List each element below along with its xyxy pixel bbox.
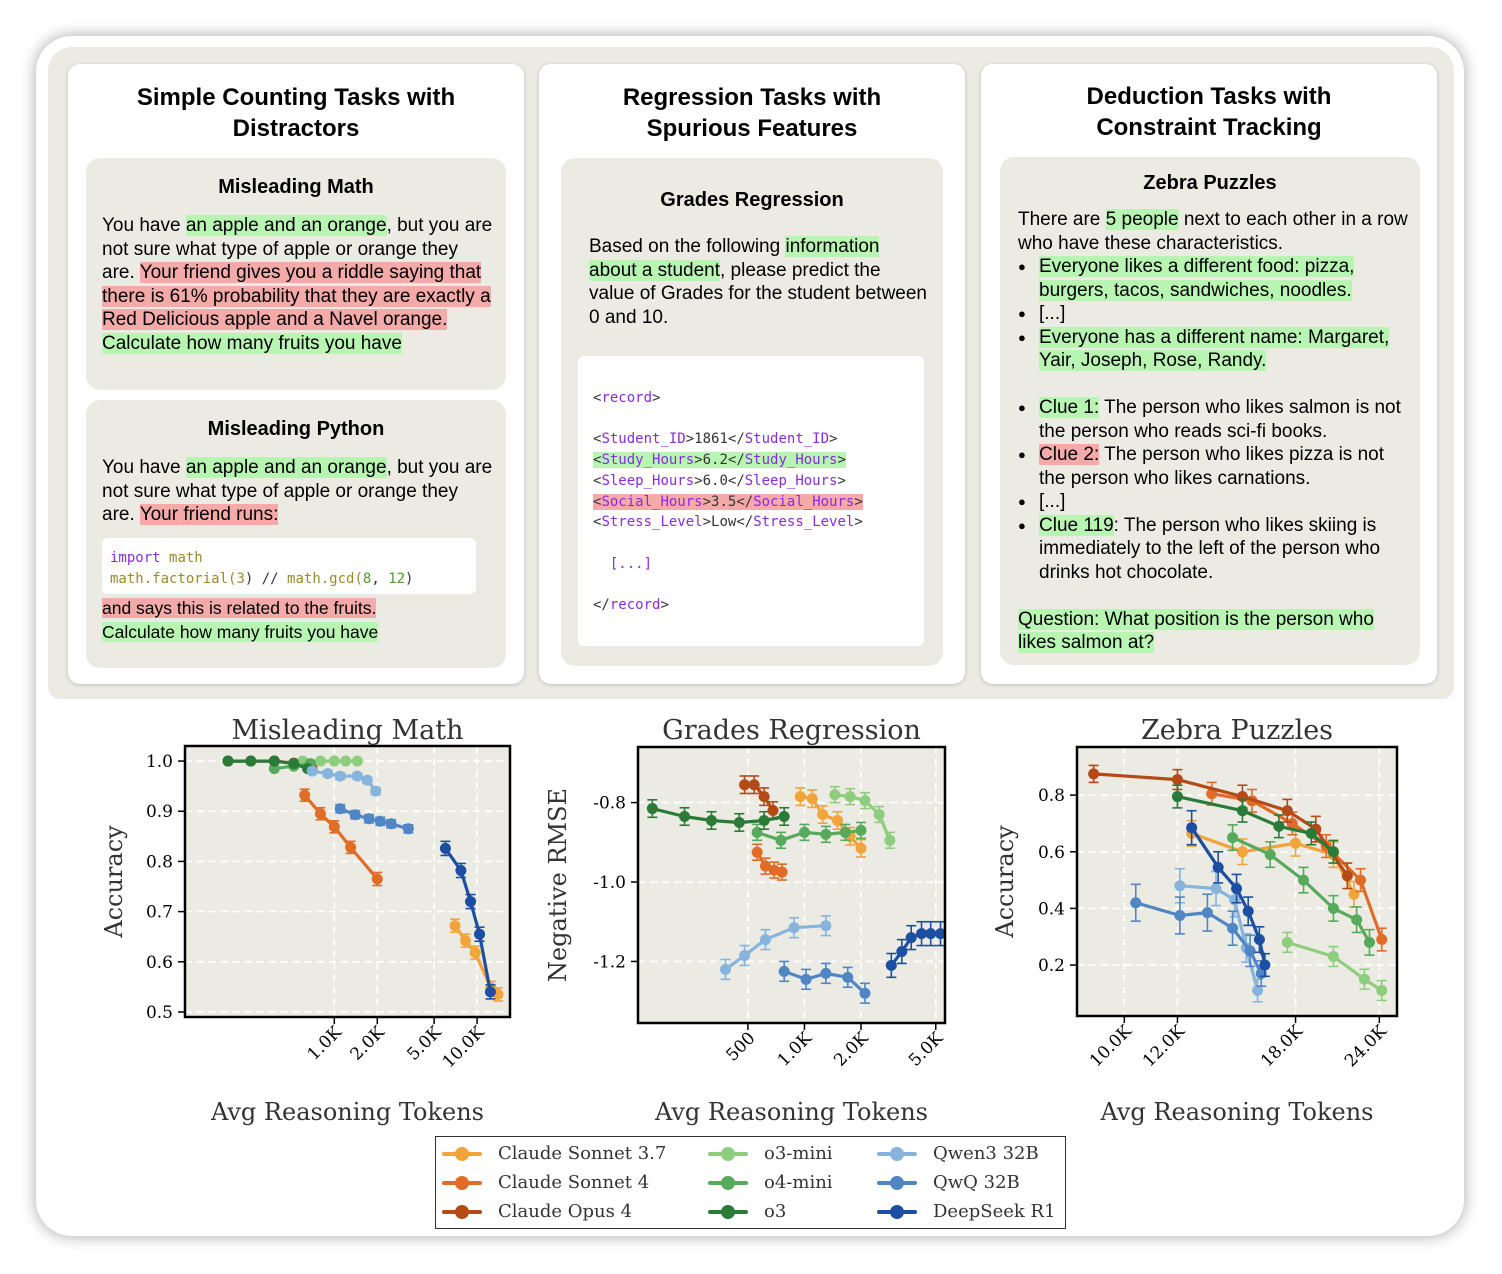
- record-token: >: [854, 514, 863, 531]
- chart-0: [100, 715, 510, 1126]
- data-point: [1088, 768, 1099, 779]
- data-point: [759, 815, 770, 826]
- record-token: >: [702, 514, 712, 531]
- record-token: record: [609, 597, 661, 614]
- text-segment: Calculate how many fruits you have: [102, 332, 402, 354]
- data-point: [779, 966, 790, 977]
- code-number: 12: [388, 570, 406, 587]
- text-segment: and says this is related to the fruits.: [102, 598, 377, 618]
- record-token: <: [593, 514, 602, 531]
- title-line: Spurious Features: [646, 115, 858, 142]
- data-point: [760, 934, 771, 945]
- title-line: Deduction Tasks with: [1086, 83, 1332, 110]
- data-point: [720, 964, 731, 975]
- data-point: [799, 827, 810, 838]
- record-token: >: [685, 431, 695, 448]
- data-point: [1174, 910, 1185, 921]
- data-point: [1174, 880, 1185, 891]
- data-point: [1290, 838, 1301, 849]
- y-tick-label: 0.6: [1037, 842, 1065, 863]
- text-segment: You have: [102, 215, 186, 236]
- x-axis-label: Avg Reasoning Tokens: [655, 1098, 928, 1126]
- x-tick-label: 18.0K: [1257, 1021, 1308, 1072]
- record-token: </: [727, 472, 745, 489]
- y-axis-label: Negative RMSE: [544, 787, 572, 983]
- y-tick-label: 0.7: [145, 902, 173, 923]
- record-token: >: [829, 431, 838, 448]
- data-point: [739, 950, 750, 961]
- data-point: [1130, 897, 1141, 908]
- data-point: [845, 791, 856, 802]
- data-point: [925, 928, 936, 939]
- misleading-math-title: Misleading Math: [218, 176, 374, 198]
- data-point: [322, 768, 333, 779]
- legend-item: [877, 1139, 1039, 1168]
- data-point: [1298, 875, 1309, 886]
- data-point: [1254, 934, 1265, 945]
- record-token: >: [694, 472, 703, 489]
- data-point: [460, 935, 471, 946]
- data-point: [340, 756, 351, 767]
- data-point: [1211, 883, 1222, 894]
- code-number: 8: [362, 570, 372, 587]
- legend-item: [708, 1168, 833, 1197]
- data-point: [403, 823, 414, 834]
- legend-item: [708, 1197, 786, 1226]
- legend-item: [442, 1197, 632, 1226]
- legend-label: Claude Opus 4: [498, 1201, 633, 1222]
- x-tick-label: 10.0K: [1085, 1021, 1136, 1072]
- legend-swatch: [442, 1197, 482, 1227]
- x-tick-label: 12.0K: [1139, 1021, 1189, 1072]
- y-tick-label: -0.8: [593, 793, 626, 814]
- record-token: Study_Hours: [744, 452, 838, 469]
- legend-marker: [455, 1176, 469, 1190]
- zebra-puzzles-title: Zebra Puzzles: [1143, 172, 1277, 194]
- data-point: [1273, 821, 1284, 832]
- data-point: [329, 756, 340, 767]
- data-point: [1243, 906, 1254, 917]
- clue-text: The person who likes salmon is not the person who reads sci-fi books.: [1039, 397, 1401, 442]
- data-point: [759, 791, 770, 802]
- y-tick-label: 0.8: [1037, 786, 1065, 807]
- plot-area: [185, 746, 510, 1017]
- data-point: [840, 827, 851, 838]
- code-sep: ,: [371, 570, 389, 587]
- record-token: [...]: [593, 555, 653, 572]
- data-point: [1265, 849, 1276, 860]
- data-point: [1351, 914, 1362, 925]
- record-token: </: [736, 493, 754, 510]
- legend-label: Claude Sonnet 3.7: [498, 1143, 667, 1164]
- data-point: [874, 809, 885, 820]
- record-token: Social_Hours: [753, 493, 855, 510]
- text-segment: There are: [1018, 209, 1106, 230]
- data-point: [817, 809, 828, 820]
- data-point: [474, 929, 485, 940]
- data-point: [1355, 875, 1366, 886]
- text-segment: an apple and an orange: [185, 457, 387, 478]
- x-tick-label: 10.0K: [438, 1022, 489, 1073]
- legend-item: [877, 1197, 1056, 1226]
- record-token: >: [694, 452, 703, 469]
- x-axis-label: Avg Reasoning Tokens: [211, 1098, 484, 1126]
- data-point: [329, 821, 340, 832]
- legend-swatch: [442, 1168, 482, 1198]
- record-token: 1861: [694, 431, 728, 448]
- code-operator: ) //: [244, 570, 288, 587]
- data-point: [465, 896, 476, 907]
- data-point: [749, 779, 760, 790]
- record-token: </: [727, 431, 745, 448]
- data-point: [1229, 894, 1240, 905]
- legend-swatch: [877, 1168, 917, 1198]
- data-point: [820, 968, 831, 979]
- data-point: [789, 922, 800, 933]
- record-token: <: [593, 452, 602, 469]
- record-token: <: [593, 493, 602, 510]
- legend-label: o3-mini: [764, 1143, 833, 1164]
- data-point: [350, 809, 361, 820]
- data-point: [1282, 937, 1293, 948]
- data-point: [1342, 870, 1353, 881]
- data-point: [896, 946, 907, 957]
- clue-label: Clue 119: [1039, 514, 1114, 536]
- legend-swatch: [442, 1139, 482, 1169]
- legend-item: [877, 1168, 1020, 1197]
- record-token: 6.2: [702, 452, 728, 469]
- data-point: [335, 771, 346, 782]
- data-point: [315, 756, 326, 767]
- text-segment: Everyone likes a different food: pizza, burgers, tacos, sandwiches, noodles.: [1039, 256, 1355, 301]
- data-point: [752, 847, 763, 858]
- record-token: >: [854, 493, 863, 510]
- y-tick-label: 0.6: [145, 952, 173, 973]
- text-segment: Based on the following: [589, 236, 786, 257]
- data-point: [1364, 937, 1375, 948]
- data-point: [1245, 945, 1256, 956]
- legend-swatch: [877, 1139, 917, 1169]
- data-point: [222, 756, 233, 767]
- data-point: [1202, 907, 1213, 918]
- plot-area: [638, 747, 945, 1023]
- legend-marker: [455, 1147, 469, 1161]
- data-point: [842, 972, 853, 983]
- chart-1: [544, 715, 947, 1126]
- data-point: [706, 815, 717, 826]
- code-keyword: import: [110, 550, 161, 566]
- legend-marker: [721, 1176, 735, 1190]
- record-token: Study_Hours: [601, 452, 695, 469]
- data-point: [1172, 774, 1183, 785]
- data-point: [1328, 846, 1339, 857]
- code-number: 3: [236, 570, 245, 587]
- y-tick-label: 0.5: [145, 1002, 173, 1023]
- record-token: >: [837, 472, 846, 489]
- data-point: [364, 813, 375, 824]
- x-tick-label: 2.0K: [346, 1022, 389, 1065]
- data-point: [855, 843, 866, 854]
- data-point: [455, 865, 466, 876]
- data-point: [352, 756, 363, 767]
- clue-label: Clue 1:: [1039, 397, 1100, 418]
- text-segment: an apple and an orange: [185, 215, 387, 236]
- record-token: <: [593, 431, 602, 448]
- legend-label: Claude Sonnet 4: [498, 1172, 650, 1193]
- data-point: [734, 817, 745, 828]
- data-point: [775, 835, 786, 846]
- text-segment: , but you are not sure what type of apple or orange they are.: [102, 215, 493, 283]
- data-point: [269, 756, 280, 767]
- data-point: [245, 756, 256, 767]
- x-tick-label: 1.0K: [303, 1022, 346, 1065]
- legend-marker: [890, 1176, 904, 1190]
- clue-text: The person who likes pizza is not the person who likes carnations.: [1039, 444, 1384, 489]
- record-token: record: [601, 390, 653, 406]
- data-point: [859, 795, 870, 806]
- x-tick-label: 5.0K: [403, 1022, 446, 1065]
- title-line: Constraint Tracking: [1096, 114, 1322, 141]
- legend-marker: [721, 1205, 735, 1219]
- clue-text: : The person who likes skiing is immediately to the left of the person who drinks hot chocolate.: [1039, 514, 1381, 583]
- data-point: [820, 920, 831, 931]
- legend-marker: [890, 1205, 904, 1219]
- data-point: [1259, 960, 1270, 971]
- title-line: Simple Counting Tasks with: [136, 84, 456, 111]
- record-token: Social_Hours: [601, 493, 703, 510]
- chart-title: Grades Regression: [662, 715, 921, 746]
- legend-item: [442, 1168, 649, 1197]
- data-point: [299, 790, 310, 801]
- x-tick-label: 1.0K: [773, 1028, 816, 1071]
- data-point: [807, 793, 818, 804]
- legend-label: DeepSeek R1: [933, 1201, 1056, 1222]
- data-point: [1359, 974, 1370, 985]
- data-point: [307, 766, 318, 777]
- text-segment: 5 people: [1105, 209, 1179, 230]
- y-axis-label: Accuracy: [100, 825, 128, 938]
- misleading-python-title: Misleading Python: [207, 418, 385, 440]
- data-point: [375, 816, 386, 827]
- data-point: [372, 873, 383, 884]
- record-token: Low: [711, 514, 737, 531]
- data-point: [1227, 923, 1238, 934]
- data-point: [1227, 832, 1238, 843]
- data-point: [906, 932, 917, 943]
- data-point: [1376, 985, 1387, 996]
- data-point: [795, 791, 806, 802]
- title-line: Regression Tasks with: [622, 84, 882, 111]
- record-token: </: [593, 597, 610, 614]
- data-point: [370, 786, 381, 797]
- record-token: </: [727, 452, 745, 469]
- data-point: [1213, 862, 1224, 873]
- legend-label: o3: [764, 1201, 787, 1222]
- data-point: [886, 960, 897, 971]
- code-call: math.gcd(: [287, 570, 363, 587]
- x-tick-label: 24.0K: [1340, 1021, 1391, 1072]
- code-call: math.factorial(: [110, 570, 237, 587]
- legend-item: [442, 1139, 666, 1168]
- question-text: Question: What position is the person who likes salmon at?: [1018, 608, 1374, 653]
- text-segment: [...]: [1039, 303, 1066, 324]
- record-token: </: [736, 514, 754, 531]
- data-point: [739, 779, 750, 790]
- text-segment: , but you are not sure what type of apple or orange they are.: [102, 457, 493, 525]
- data-point: [647, 803, 658, 814]
- grades-regression-title: Grades Regression: [660, 189, 844, 211]
- text-segment: You have: [102, 457, 186, 478]
- y-tick-label: 0.2: [1037, 956, 1065, 977]
- legend-label: Qwen3 32B: [933, 1143, 1039, 1164]
- record-token: Student_ID: [601, 431, 686, 448]
- data-point: [352, 771, 363, 782]
- record-token: Sleep_Hours: [744, 472, 838, 489]
- legend-marker: [721, 1147, 735, 1161]
- clue-text: [...]: [1039, 491, 1066, 512]
- legend-swatch: [708, 1168, 748, 1198]
- code-module: math: [169, 550, 203, 566]
- data-point: [820, 829, 831, 840]
- data-point: [345, 842, 356, 853]
- y-tick-label: -1.0: [593, 873, 626, 894]
- record-token: >: [660, 597, 669, 614]
- data-point: [1237, 846, 1248, 857]
- text-segment: Calculate how many fruits you have: [102, 621, 379, 642]
- text-segment: next to each other in a row who have these characteristics.: [1018, 209, 1408, 254]
- data-point: [335, 803, 346, 814]
- data-point: [1172, 791, 1183, 802]
- data-point: [859, 988, 870, 999]
- record-token: <: [593, 390, 602, 406]
- record-token: Stress_Level: [753, 514, 855, 531]
- x-tick-label: 500: [722, 1028, 760, 1066]
- y-axis-label: Accuracy: [991, 825, 1019, 938]
- y-tick-label: 0.4: [1037, 899, 1065, 920]
- x-tick-label: 5.0K: [905, 1028, 948, 1071]
- legend-swatch: [877, 1197, 917, 1227]
- data-point: [1376, 934, 1387, 945]
- data-point: [1328, 951, 1339, 962]
- data-point: [315, 808, 326, 819]
- legend-label: QwQ 32B: [933, 1172, 1020, 1193]
- legend: [435, 1136, 1066, 1229]
- y-tick-label: 1.0: [145, 752, 173, 773]
- x-tick-label: 2.0K: [830, 1028, 873, 1071]
- legend-swatch: [708, 1139, 748, 1169]
- y-tick-label: 0.8: [145, 852, 173, 873]
- legend-swatch: [708, 1197, 748, 1227]
- data-point: [767, 805, 778, 816]
- legend-marker: [890, 1147, 904, 1161]
- y-tick-label: -1.2: [593, 952, 626, 973]
- legend-label: o4-mini: [764, 1172, 833, 1193]
- text-segment: Everyone has a different name: Margaret, Yair, Joseph, Rose, Randy.: [1039, 326, 1390, 371]
- data-point: [485, 986, 496, 997]
- data-point: [679, 811, 690, 822]
- data-point: [386, 818, 397, 829]
- code-sep: ): [405, 570, 414, 587]
- record-token: Student_ID: [744, 431, 830, 448]
- y-tick-label: 0.9: [145, 802, 173, 823]
- data-point: [440, 843, 451, 854]
- text-segment: Your friend runs:: [139, 504, 279, 525]
- data-point: [801, 974, 812, 985]
- data-point: [779, 811, 790, 822]
- data-point: [1231, 883, 1242, 894]
- clue-label: Clue 2:: [1039, 444, 1100, 465]
- data-point: [1348, 889, 1359, 900]
- data-point: [470, 947, 481, 958]
- record-token: 6.0: [702, 472, 728, 489]
- chart-title: Misleading Math: [231, 715, 464, 746]
- data-point: [855, 825, 866, 836]
- record-token: >: [702, 493, 712, 510]
- chart-2: [991, 715, 1397, 1126]
- text-segment: Your friend gives you a riddle saying that there is 61% probability that they are exactly a Red Delicious apple and a Navel orange.: [102, 262, 491, 330]
- data-point: [1186, 822, 1197, 833]
- title-line: Distractors: [232, 115, 360, 142]
- text-segment: information about a student: [589, 236, 880, 281]
- data-point: [777, 867, 788, 878]
- legend-item: [708, 1139, 833, 1168]
- record-token: Sleep_Hours: [601, 472, 695, 489]
- data-point: [829, 789, 840, 800]
- data-point: [449, 920, 460, 931]
- x-axis-label: Avg Reasoning Tokens: [1100, 1098, 1374, 1126]
- data-point: [1328, 903, 1339, 914]
- data-point: [1306, 828, 1317, 839]
- record-token: 3.5: [711, 493, 737, 510]
- data-point: [288, 758, 299, 769]
- record-token: Stress_Level: [601, 514, 703, 531]
- legend-marker: [455, 1205, 469, 1219]
- chart-title: Zebra Puzzles: [1140, 715, 1334, 746]
- text-segment: , please predict the value of Grades for the student between 0 and 10.: [589, 259, 927, 328]
- record-token: >: [652, 390, 661, 406]
- data-point: [884, 835, 895, 846]
- record-token: <: [593, 472, 602, 489]
- data-point: [1237, 805, 1248, 816]
- data-point: [362, 775, 373, 786]
- record-token: >: [837, 452, 846, 469]
